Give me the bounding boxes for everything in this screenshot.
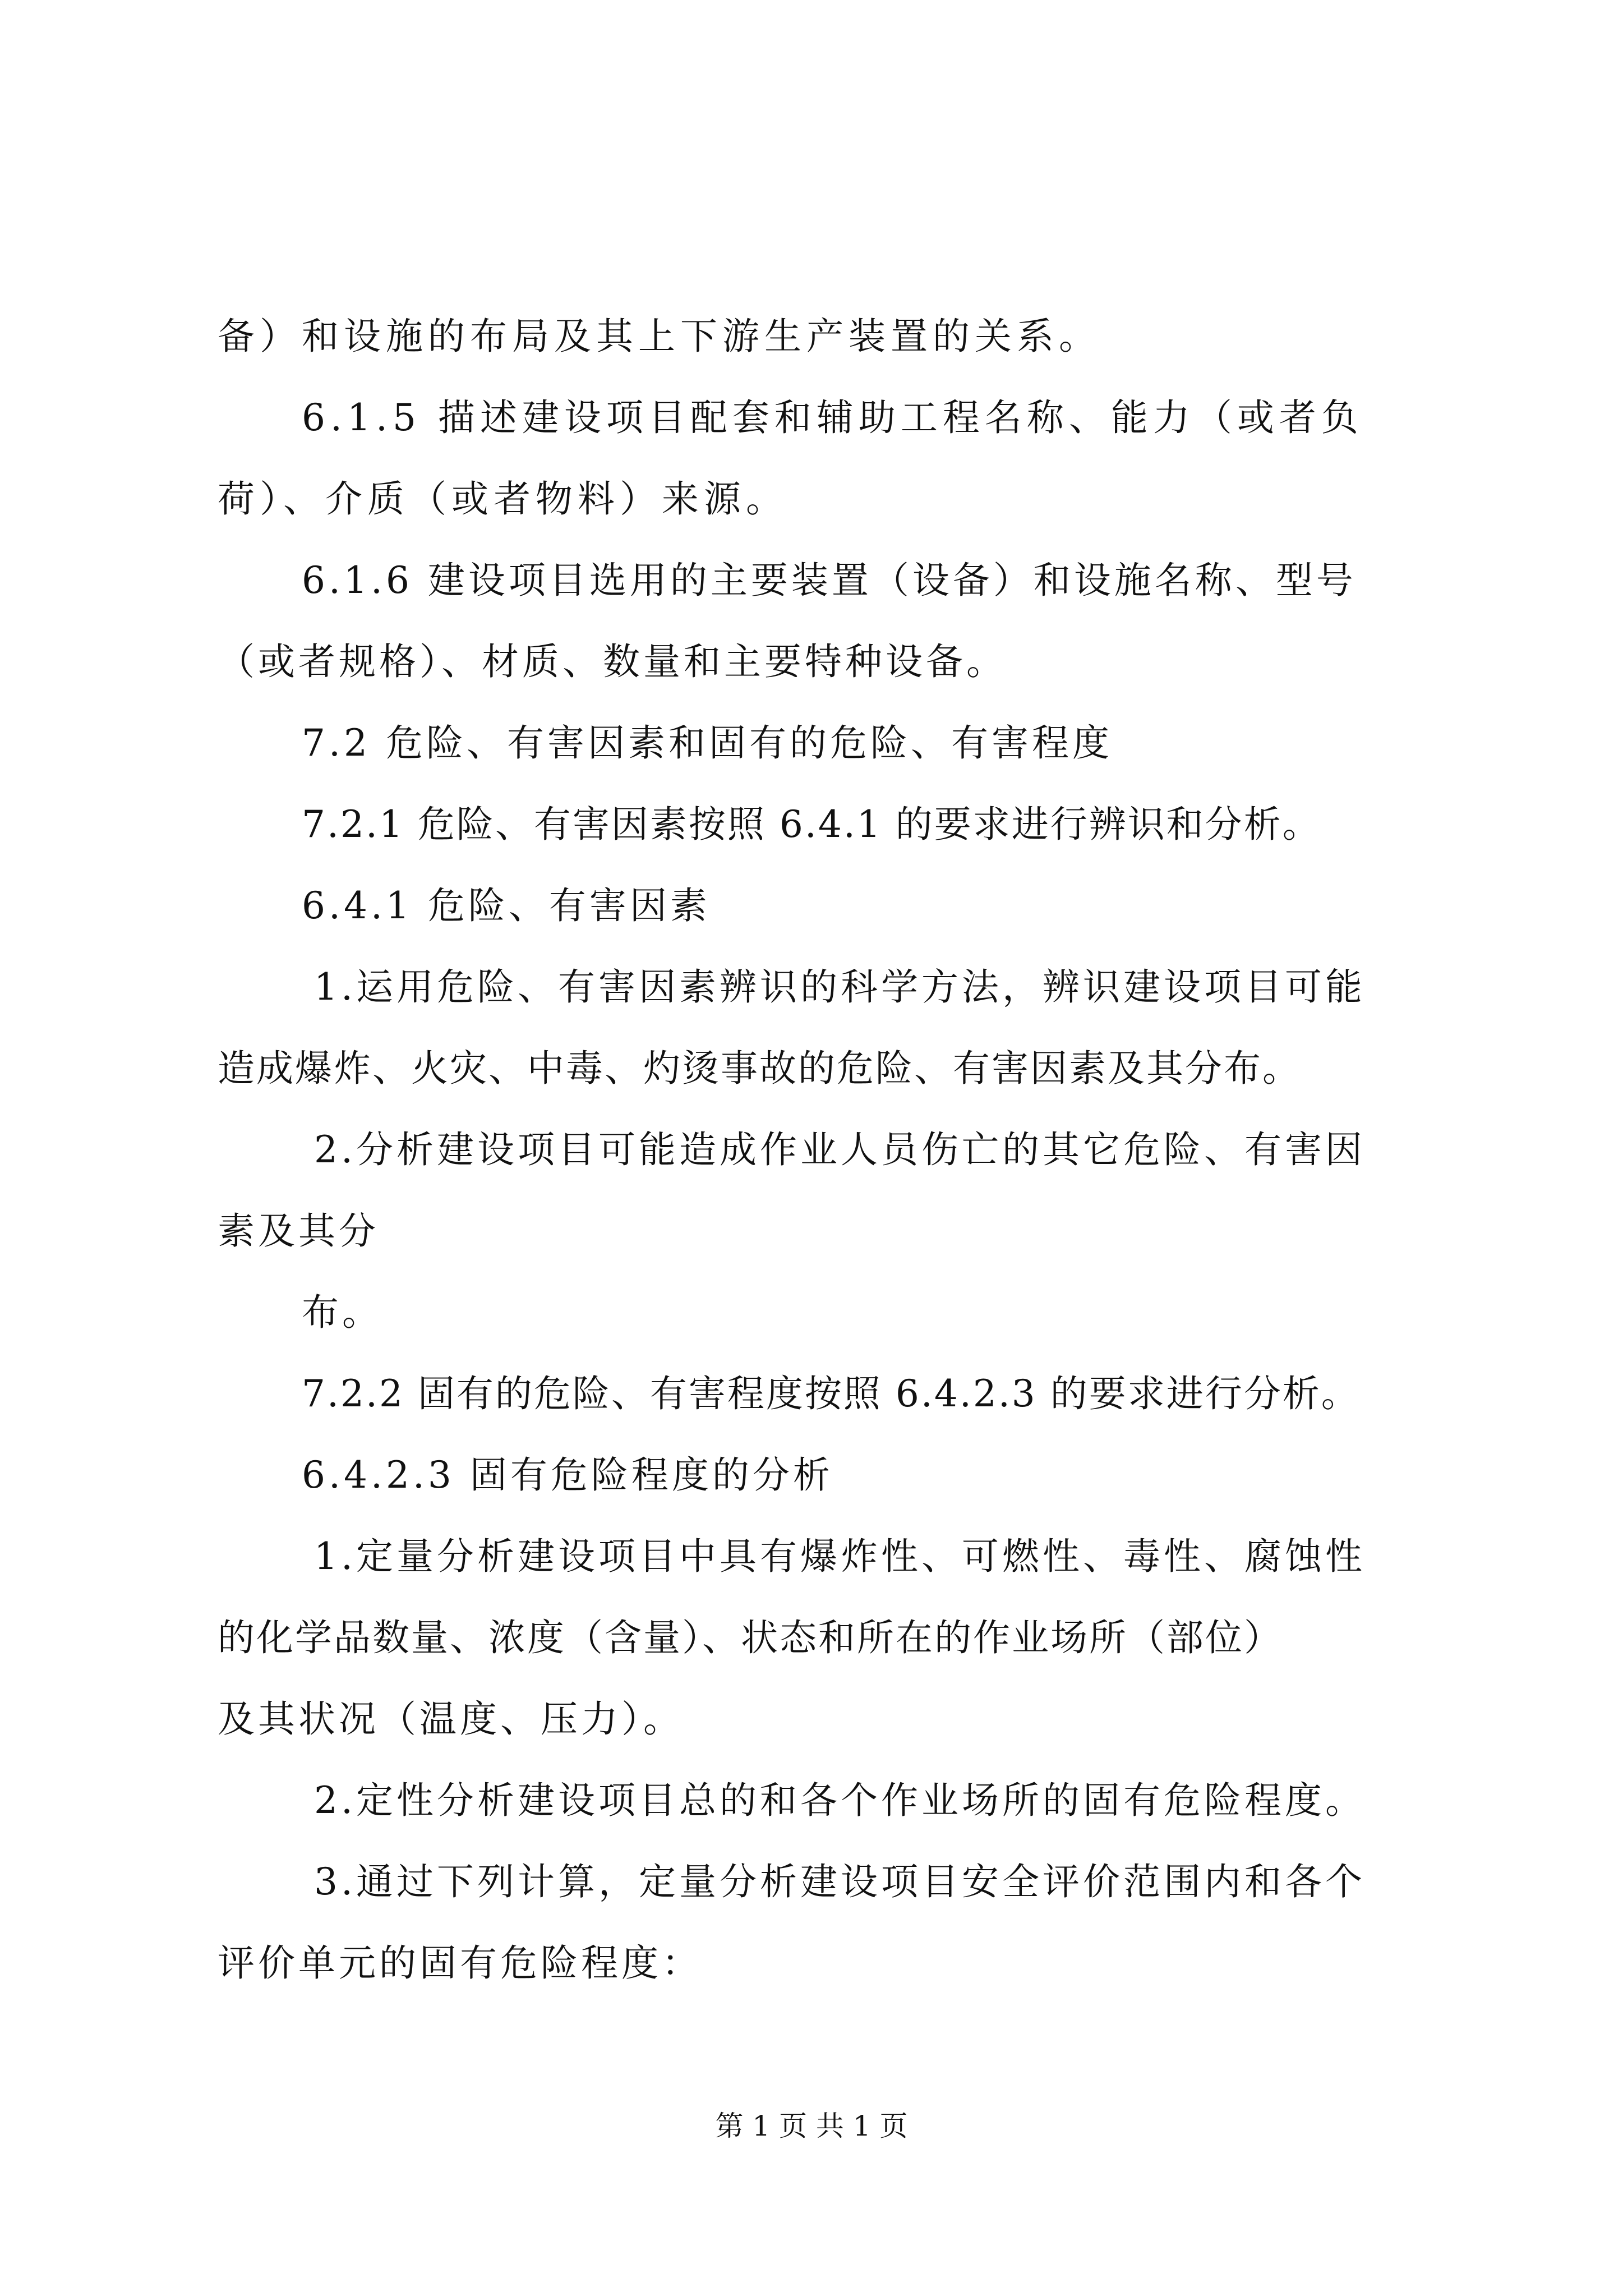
- text-line: 7.2.1 危险、有害因素按照 6.4.1 的要求进行辨识和分析。: [302, 803, 1321, 846]
- text-line: 2.定性分析建设项目总的和各个作业场所的固有危险程度。: [314, 1779, 1366, 1822]
- text-line: 1.运用危险、有害因素辨识的科学方法，辨识建设项目可能: [314, 965, 1366, 1009]
- text-line: 1.定量分析建设项目中具有爆炸性、可燃性、毒性、腐蚀性: [314, 1535, 1366, 1578]
- section-heading: 6.4.2.3 固有危险程度的分析: [302, 1453, 833, 1497]
- text-line: 的化学品数量、浓度（含量）、状态和所在的作业场所（部位）: [218, 1616, 1283, 1659]
- text-line: （或者规格）、材质、数量和主要特种设备。: [218, 640, 1007, 683]
- text-line: 评价单元的固有危险程度：: [218, 1941, 702, 1985]
- text-line: 3.通过下列计算，定量分析建设项目安全评价范围内和各个: [314, 1860, 1366, 1903]
- text-line: 及其状况（温度、压力）。: [218, 1697, 684, 1741]
- text-line: 素及其分: [218, 1209, 379, 1253]
- section-heading: 6.4.1 危险、有害因素: [302, 884, 711, 927]
- text-line: 6.1.6 建设项目选用的主要装置（设备）和设施名称、型号: [302, 559, 1357, 602]
- text-line: 造成爆炸、火灾、中毒、灼烫事故的危险、有害因素及其分布。: [218, 1047, 1301, 1090]
- text-line: 荷）、介质（或者物料）来源。: [218, 477, 788, 521]
- text-line: 备）和设施的布局及其上下游生产装置的关系。: [218, 315, 1101, 358]
- text-line: 7.2.2 固有的危险、有害程度按照 6.4.2.3 的要求进行分析。: [302, 1372, 1360, 1415]
- section-heading: 7.2 危险、有害因素和固有的危险、有害程度: [302, 721, 1113, 765]
- text-line: 2.分析建设项目可能造成作业人员伤亡的其它危险、有害因: [314, 1128, 1366, 1171]
- text-line: 布。: [302, 1291, 382, 1334]
- text-line: 6.1.5 描述建设项目配套和辅助工程名称、能力（或者负: [302, 396, 1363, 439]
- page-footer: 第 1 页 共 1 页: [715, 2110, 908, 2142]
